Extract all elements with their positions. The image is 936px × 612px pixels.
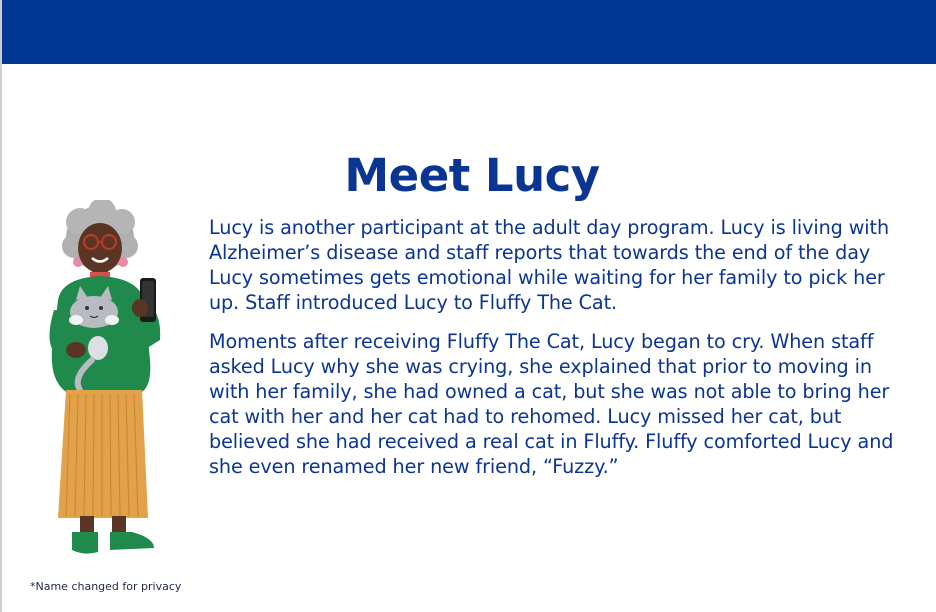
- woman-holding-cat-illustration: [32, 200, 192, 560]
- slide-title: Meet Lucy: [344, 149, 600, 202]
- header-bar: [2, 0, 936, 64]
- privacy-footnote: *Name changed for privacy: [30, 580, 182, 593]
- body-text: [209, 215, 914, 479]
- paragraph-story: Moments after receiving Fluffy The Cat, Lucy began to cry. When staff asked Lucy why she was crying, she explained that prior to moving in with her family, she had owned a cat, but she was not able to bring her cat with her and her cat had to rehomed. Lucy missed her cat, but believed she had received a real cat in Fluffy. Fluffy comforted Lucy and she even renamed her new friend, “Fuzzy.”: [209, 330, 894, 478]
- paragraph-intro: Lucy is another participant at the adult day program. Lucy is living with Alzheimer’s disease and staff reports that towards the end of the day Lucy sometimes gets emotional while waiting for her family to pick her up. Staff introduced Lucy to Fluffy The Cat.: [209, 216, 890, 314]
